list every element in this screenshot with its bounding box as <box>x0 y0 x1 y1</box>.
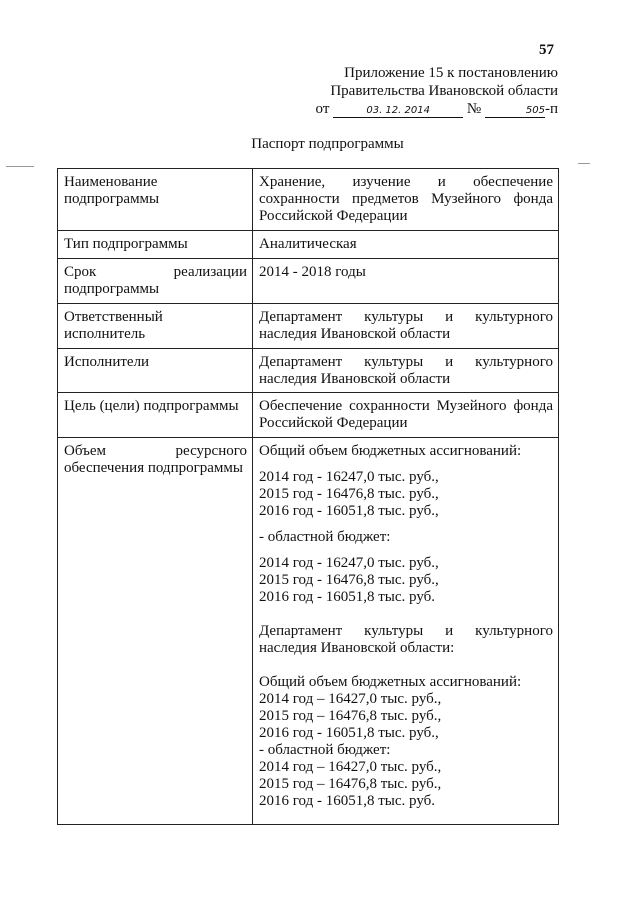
row-value: Департамент культуры и культурного наследия Ивановской области <box>253 304 559 349</box>
row-label: Объем ресурсного обеспечения подпрограммы <box>58 438 253 825</box>
header-line-3 <box>316 100 558 118</box>
table-row <box>58 438 559 825</box>
row-label: Срок реализации подпрограммы <box>58 259 253 304</box>
row-value: 2014 - 2018 годы <box>253 259 559 304</box>
row-label: Тип подпрограммы <box>58 231 253 259</box>
list-item: 2016 год - 16051,8 тыс. руб. <box>259 793 436 809</box>
regional-list <box>259 555 553 606</box>
table-row <box>58 349 559 393</box>
number-suffix: -п <box>544 101 558 117</box>
row-label: Ответственный исполнитель <box>58 304 253 349</box>
list-item: 2015 год – 16476,8 тыс. руб., <box>259 708 442 724</box>
list-item: 2014 год - 16247,0 тыс. руб., <box>259 555 439 571</box>
list-item: 2014 год – 16427,0 тыс. руб., <box>259 691 442 707</box>
row-label: Исполнители <box>58 349 253 393</box>
table-row <box>58 169 559 231</box>
table-row <box>58 259 559 304</box>
passport-table <box>57 168 559 825</box>
dept-regional-heading: - областной бюджет: <box>259 742 391 758</box>
appendix-header <box>316 64 558 118</box>
regional-heading: - областной бюджет: <box>259 529 391 545</box>
row-value: Обеспечение сохранности Музейного фонда Российской Федерации <box>253 393 559 438</box>
header-line-1: Приложение 15 к постановлению <box>344 65 558 81</box>
scan-artifact <box>6 166 34 167</box>
resources-value <box>253 438 559 825</box>
list-item: 2015 год - 16476,8 тыс. руб., <box>259 486 439 502</box>
row-value: Департамент культуры и культурного наследия Ивановской области <box>253 349 559 393</box>
list-item: 2015 год – 16476,8 тыс. руб., <box>259 776 442 792</box>
table-row <box>58 304 559 349</box>
page-number: 57 <box>539 42 554 58</box>
row-label: Цель (цели) подпрограммы <box>58 393 253 438</box>
list-item: 2016 год - 16051,8 тыс. руб., <box>259 503 439 519</box>
table-row <box>58 231 559 259</box>
row-label: Наименование подпрограммы <box>58 169 253 231</box>
list-item: 2016 год - 16051,8 тыс. руб. <box>259 589 436 605</box>
from-label: от <box>315 101 330 117</box>
header-line-2: Правительства Ивановской области <box>330 83 558 99</box>
number-label: № <box>466 101 482 117</box>
total-list <box>259 469 553 520</box>
row-value: Хранение, изучение и обеспечение сохранности предметов Музейного фонда Российской Федерации <box>253 169 559 231</box>
handwritten-date: 03. 12. 2014 <box>333 104 463 118</box>
dept-total-heading: Общий объем бюджетных ассигнований: <box>259 674 522 690</box>
list-item: 2014 год - 16247,0 тыс. руб., <box>259 469 439 485</box>
list-item: 2014 год – 16427,0 тыс. руб., <box>259 759 442 775</box>
scan-artifact <box>578 163 590 164</box>
table-row <box>58 393 559 438</box>
row-value: Аналитическая <box>253 231 559 259</box>
list-item: 2016 год - 16051,8 тыс. руб., <box>259 725 439 741</box>
department-heading: Департамент культуры и культурного наследия Ивановской области: <box>259 623 553 656</box>
document-title: Паспорт подпрограммы <box>251 136 404 152</box>
list-item: 2015 год - 16476,8 тыс. руб., <box>259 572 439 588</box>
total-heading: Общий объем бюджетных ассигнований: <box>259 443 522 459</box>
handwritten-number: 505 <box>485 104 545 118</box>
